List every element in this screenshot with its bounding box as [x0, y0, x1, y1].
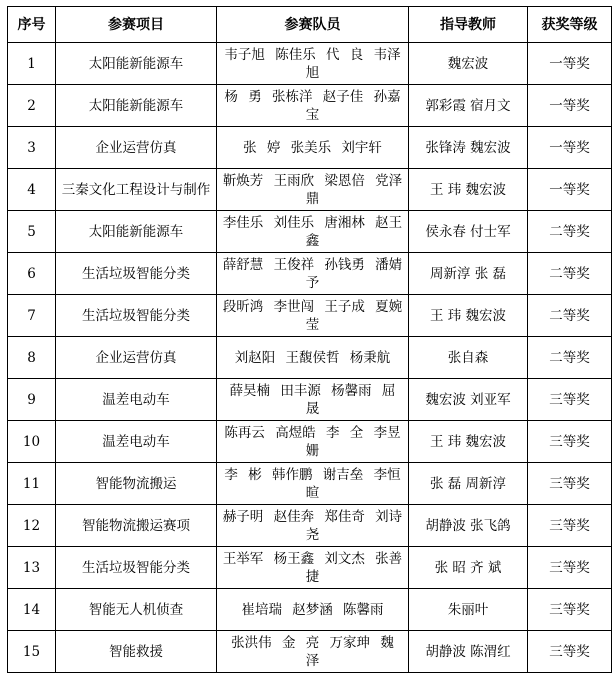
cell-project: 温差电动车 — [56, 379, 217, 421]
cell-members: 陈再云 高煜皓 李 全 李昱姗 — [217, 421, 409, 463]
cell-project: 生活垃圾智能分类 — [56, 547, 217, 589]
cell-project: 生活垃圾智能分类 — [56, 295, 217, 337]
cell-award: 一等奖 — [528, 127, 612, 169]
cell-no: 10 — [8, 421, 56, 463]
cell-no: 3 — [8, 127, 56, 169]
header-award: 获奖等级 — [528, 7, 612, 43]
cell-teachers: 魏宏波 — [409, 43, 528, 85]
table-row — [8, 295, 612, 337]
cell-no: 11 — [8, 463, 56, 505]
cell-no: 15 — [8, 631, 56, 673]
cell-project: 智能救援 — [56, 631, 217, 673]
cell-project: 企业运营仿真 — [56, 337, 217, 379]
cell-project: 智能物流搬运赛项 — [56, 505, 217, 547]
cell-members: 段昕鸿 李世闯 王子成 夏婉莹 — [217, 295, 409, 337]
header-row — [8, 7, 612, 43]
table-row — [8, 253, 612, 295]
cell-project: 太阳能新能源车 — [56, 43, 217, 85]
cell-award: 二等奖 — [528, 211, 612, 253]
cell-members: 薛昊楠 田丰源 杨馨雨 屈 晟 — [217, 379, 409, 421]
cell-award: 三等奖 — [528, 463, 612, 505]
cell-teachers: 张 昭 齐 斌 — [409, 547, 528, 589]
table-row — [8, 631, 612, 673]
cell-no: 4 — [8, 169, 56, 211]
table-row — [8, 43, 612, 85]
cell-project: 智能物流搬运 — [56, 463, 217, 505]
table-row — [8, 505, 612, 547]
table-row — [8, 421, 612, 463]
cell-teachers: 张锋涛 魏宏波 — [409, 127, 528, 169]
cell-award: 三等奖 — [528, 505, 612, 547]
cell-award: 一等奖 — [528, 169, 612, 211]
cell-teachers: 魏宏波 刘亚军 — [409, 379, 528, 421]
table-row — [8, 127, 612, 169]
cell-teachers: 胡静波 张飞鸽 — [409, 505, 528, 547]
cell-no: 5 — [8, 211, 56, 253]
cell-members: 赫子明 赵佳奔 郑佳奇 刘诗尧 — [217, 505, 409, 547]
table-row — [8, 463, 612, 505]
cell-no: 8 — [8, 337, 56, 379]
header-members: 参赛队员 — [217, 7, 409, 43]
cell-award: 三等奖 — [528, 547, 612, 589]
cell-teachers: 侯永春 付士军 — [409, 211, 528, 253]
cell-award: 一等奖 — [528, 43, 612, 85]
cell-members: 张 婷 张美乐 刘宇轩 — [217, 127, 409, 169]
cell-no: 1 — [8, 43, 56, 85]
cell-members: 靳焕芳 王雨欣 梁恩倍 党泽鼎 — [217, 169, 409, 211]
cell-project: 企业运营仿真 — [56, 127, 217, 169]
header-project: 参赛项目 — [56, 7, 217, 43]
cell-members: 张洪伟 金 亮 万家珅 魏 泽 — [217, 631, 409, 673]
cell-no: 9 — [8, 379, 56, 421]
table-row — [8, 211, 612, 253]
cell-award: 二等奖 — [528, 337, 612, 379]
header-no: 序号 — [8, 7, 56, 43]
table-row — [8, 589, 612, 631]
cell-award: 三等奖 — [528, 421, 612, 463]
table-row — [8, 337, 612, 379]
cell-project: 温差电动车 — [56, 421, 217, 463]
cell-teachers: 张自森 — [409, 337, 528, 379]
cell-teachers: 王 玮 魏宏波 — [409, 169, 528, 211]
cell-members: 李 彬 韩作鹏 谢吉垒 李恒暄 — [217, 463, 409, 505]
cell-members: 薛舒慧 王俊祥 孙钱勇 潘婧予 — [217, 253, 409, 295]
cell-no: 7 — [8, 295, 56, 337]
cell-no: 2 — [8, 85, 56, 127]
header-teachers: 指导教师 — [409, 7, 528, 43]
cell-project: 太阳能新能源车 — [56, 211, 217, 253]
cell-no: 13 — [8, 547, 56, 589]
table-row — [8, 169, 612, 211]
cell-project: 太阳能新能源车 — [56, 85, 217, 127]
table-row — [8, 85, 612, 127]
cell-members: 王举军 杨王鑫 刘文杰 张善捷 — [217, 547, 409, 589]
cell-project: 生活垃圾智能分类 — [56, 253, 217, 295]
cell-teachers: 王 玮 魏宏波 — [409, 295, 528, 337]
cell-award: 三等奖 — [528, 631, 612, 673]
cell-teachers: 胡静波 陈渭红 — [409, 631, 528, 673]
cell-members: 杨 勇 张栋洋 赵子佳 孙嘉宝 — [217, 85, 409, 127]
cell-members: 李佳乐 刘佳乐 唐湘林 赵王鑫 — [217, 211, 409, 253]
cell-award: 一等奖 — [528, 85, 612, 127]
cell-award: 三等奖 — [528, 379, 612, 421]
table-row — [8, 547, 612, 589]
cell-teachers: 王 玮 魏宏波 — [409, 421, 528, 463]
cell-teachers: 朱丽叶 — [409, 589, 528, 631]
cell-teachers: 张 磊 周新淳 — [409, 463, 528, 505]
cell-award: 二等奖 — [528, 295, 612, 337]
cell-award: 二等奖 — [528, 253, 612, 295]
cell-no: 12 — [8, 505, 56, 547]
cell-project: 智能无人机侦查 — [56, 589, 217, 631]
cell-members: 崔培瑞 赵梦涵 陈馨雨 — [217, 589, 409, 631]
awards-table — [7, 6, 612, 673]
cell-members: 刘赵阳 王馥侯哲 杨秉航 — [217, 337, 409, 379]
cell-award: 三等奖 — [528, 589, 612, 631]
cell-project: 三秦文化工程设计与制作 — [56, 169, 217, 211]
cell-no: 14 — [8, 589, 56, 631]
table-row — [8, 379, 612, 421]
cell-teachers: 周新淳 张 磊 — [409, 253, 528, 295]
cell-members: 韦子旭 陈佳乐 代 良 韦泽旭 — [217, 43, 409, 85]
cell-no: 6 — [8, 253, 56, 295]
cell-teachers: 郭彩霞 宿月文 — [409, 85, 528, 127]
